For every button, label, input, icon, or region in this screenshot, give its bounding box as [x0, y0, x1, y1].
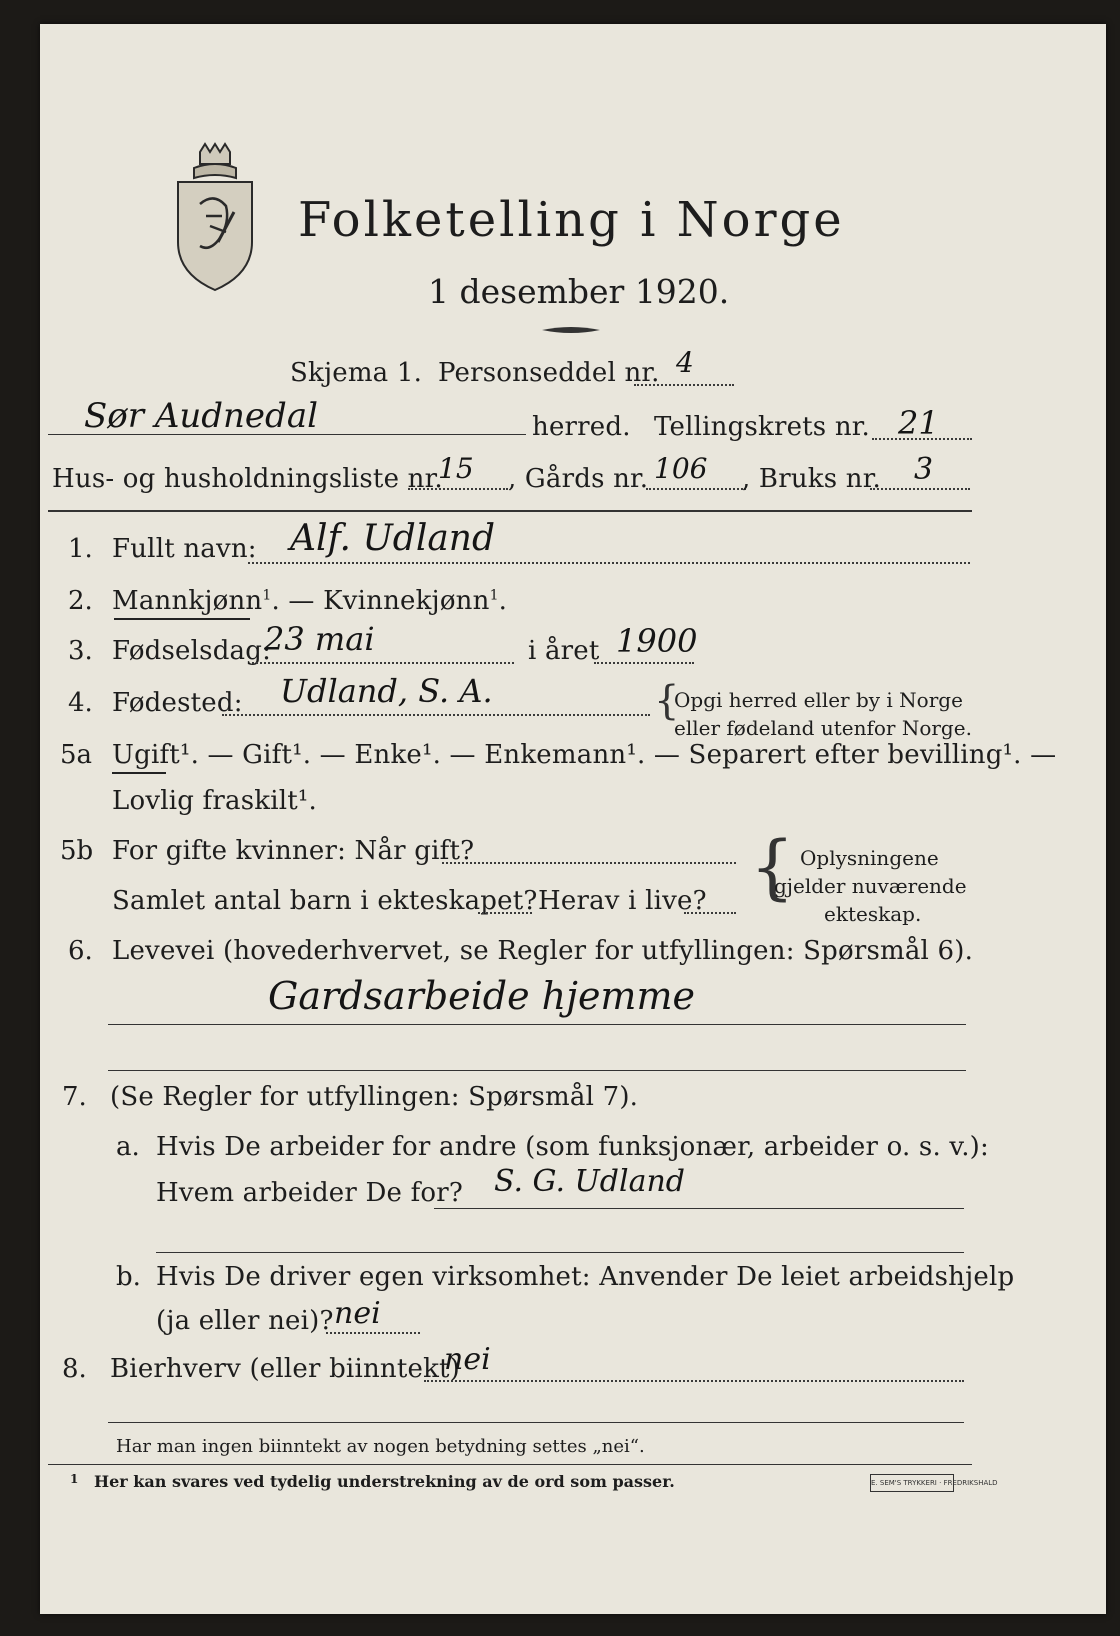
occupation-value[interactable]: Gardsarbeide hjemme: [268, 974, 695, 1018]
q3-year-dotted-line: [594, 662, 694, 664]
q7-number: 7.: [62, 1082, 87, 1112]
footnote-text: Her kan svares ved tydelig understrekning av de ord som passer.: [94, 1472, 675, 1491]
q8-label: Bierhverv (eller biinntekt): [110, 1354, 461, 1384]
gender-male[interactable]: Mannkjønn: [112, 586, 263, 616]
q3-year-label: i året: [528, 636, 600, 666]
birthday-value[interactable]: 23 mai: [264, 620, 375, 658]
q6-line-1: [108, 1024, 966, 1025]
gards-label: , Gårds nr.: [508, 464, 649, 494]
q5b-married-dotted-line: [442, 862, 736, 864]
footnote-divider: [48, 1464, 972, 1465]
gender-female[interactable]: Kvinnekjønn: [323, 586, 490, 616]
side-income-value[interactable]: nei: [444, 1342, 491, 1377]
q4-dotted-line: [222, 714, 650, 716]
bruks-dotted-line: [870, 488, 970, 490]
q5b-note-1: Oplysningene: [800, 846, 939, 870]
hus-label: Hus- og husholdningsliste nr.: [52, 464, 443, 494]
q4-note-2: eller fødeland utenfor Norge.: [674, 716, 972, 740]
q5a-line-2: Lovlig fraskilt¹.: [112, 786, 317, 816]
census-form-sheet: [40, 24, 1106, 1614]
personseddel-dotted-line: [634, 384, 734, 386]
full-name-value[interactable]: Alf. Udland: [290, 518, 496, 559]
q7a-employer-line: [434, 1208, 964, 1209]
q7b-label: Hvis De driver egen virksomhet: Anvender De leiet arbeidshjelp: [156, 1262, 1015, 1292]
q3-label: Fødselsdag:: [112, 636, 272, 666]
q5b-children-dotted-line: [478, 912, 532, 914]
q2-number: 2.: [68, 586, 93, 616]
q5b-note-2: gjelder nuværende: [774, 874, 967, 898]
q3-number: 3.: [68, 636, 93, 666]
q7b-dotted-line: [326, 1332, 420, 1334]
q7a-label: Hvis De arbeider for andre (som funksjonær, arbeider o. s. v.):: [156, 1132, 989, 1162]
q5b-note-3: ekteskap.: [824, 902, 922, 926]
q6-label: Levevei (hovederhvervet, se Regler for utfyllingen: Spørsmål 6).: [112, 936, 974, 966]
bruks-value[interactable]: 3: [914, 452, 934, 487]
coat-of-arms-icon: [170, 142, 260, 292]
q7-label: (Se Regler for utfyllingen: Spørsmål 7).: [110, 1082, 639, 1112]
gards-value[interactable]: 106: [654, 452, 708, 485]
hus-dotted-line: [408, 488, 508, 490]
q5a-options: Ugift¹. — Gift¹. — Enke¹. — Enkemann¹. — Separert efter bevilling¹. —: [112, 740, 1057, 770]
q6-line-2: [108, 1070, 966, 1071]
q7a-line-2: [156, 1252, 964, 1253]
q4-note-1: Opgi herred eller by i Norge: [674, 688, 963, 712]
q5b-number: 5b: [60, 836, 94, 866]
q1-label: Fullt navn:: [112, 534, 257, 564]
marital-ugift-underline: [112, 772, 166, 774]
birthplace-value[interactable]: Udland, S. A.: [280, 672, 493, 710]
section-divider: [48, 510, 972, 512]
q7a-employer-label: Hvem arbeider De for?: [156, 1178, 464, 1208]
q5a-number: 5a: [60, 740, 93, 770]
q4-brace: {: [654, 678, 680, 724]
bruks-label: , Bruks nr.: [742, 464, 881, 494]
gender-male-underline: [114, 618, 250, 620]
herred-label: herred.: [532, 412, 631, 442]
ornament-divider: [540, 324, 602, 336]
form-date: 1 desember 1920.: [428, 272, 730, 311]
personseddel-label: Personseddel nr.: [438, 358, 660, 388]
q8-number: 8.: [62, 1354, 87, 1384]
q5b-brace: {: [750, 826, 795, 908]
q4-number: 4.: [68, 688, 93, 718]
q7b-label-2: (ja eller nei)?: [156, 1306, 334, 1336]
q1-number: 1.: [68, 534, 93, 564]
q5b-label: For gifte kvinner: Når gift?: [112, 836, 475, 866]
q6-number: 6.: [68, 936, 93, 966]
printer-stamp: E. SEM'S TRYKKERI · FREDRIKSHALD: [870, 1474, 954, 1492]
tellingskrets-value[interactable]: 21: [898, 404, 939, 442]
marital-ugift[interactable]: Ugift: [112, 740, 180, 770]
q8-dotted-line: [424, 1380, 964, 1382]
footnote-mark: 1: [70, 1472, 79, 1486]
hires-help-value[interactable]: nei: [334, 1296, 381, 1331]
herred-value[interactable]: Sør Audnedal: [84, 396, 318, 436]
q5b-alive-dotted-line: [684, 912, 736, 914]
q3-dotted-line: [252, 662, 514, 664]
schema-label: Skjema 1.: [290, 358, 423, 388]
q5b-children-label: Samlet antal barn i ekteskapet?: [112, 886, 538, 916]
form-title: Folketelling i Norge: [298, 192, 845, 248]
birth-year-value[interactable]: 1900: [616, 622, 698, 660]
hus-value[interactable]: 15: [438, 452, 474, 485]
q7b-letter: b.: [116, 1262, 141, 1292]
q7a-letter: a.: [116, 1132, 140, 1162]
q5b-alive-label: Herav i live?: [538, 886, 707, 916]
q4-label: Fødested:: [112, 688, 243, 718]
q8-line-2: [108, 1422, 964, 1423]
q2-gender-options: Mannkjønn$^1$. — Kvinnekjønn$^1$.: [112, 586, 508, 616]
personseddel-value[interactable]: 4: [676, 346, 694, 379]
employer-value[interactable]: S. G. Udland: [494, 1164, 686, 1199]
q1-dotted-line: [248, 562, 970, 564]
gards-dotted-line: [646, 488, 746, 490]
tellingskrets-label: Tellingskrets nr.: [654, 412, 870, 442]
footer-note: Har man ingen biinntekt av nogen betydning settes „nei“.: [116, 1436, 645, 1457]
